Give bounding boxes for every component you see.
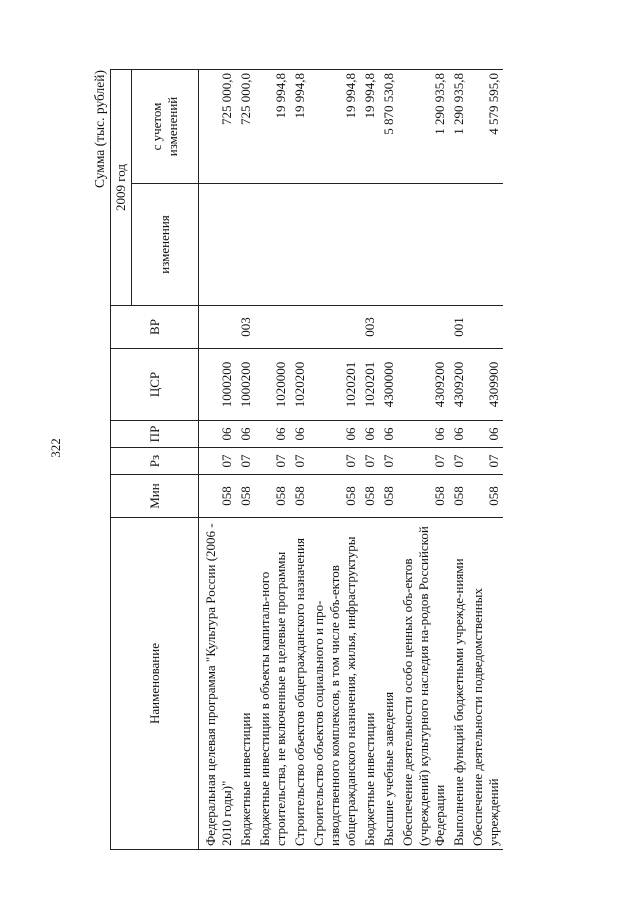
- row-csr: 4300000: [379, 349, 398, 421]
- row-total: 5 870 530,8: [379, 70, 398, 184]
- row-changes: [449, 184, 468, 306]
- row-min: 058: [360, 475, 379, 518]
- row-min: 058: [449, 475, 468, 518]
- row-rz: 07: [236, 448, 255, 475]
- row-csr: 1020000: [255, 349, 290, 421]
- row-changes: [398, 184, 449, 306]
- row-csr: 1020200: [290, 349, 309, 421]
- row-vr: [398, 306, 449, 349]
- header-year: 2009 год: [111, 70, 132, 306]
- rotated-table-area: [90, 70, 580, 850]
- budget-table: [110, 69, 503, 850]
- row-rz: 07: [290, 448, 309, 475]
- row-pr: 06: [290, 421, 309, 448]
- row-csr: 1020201: [309, 349, 360, 421]
- row-name: Высшие учебные заведения: [379, 518, 398, 850]
- row-vr: 003: [236, 306, 255, 349]
- row-total: 1 290 935,8: [398, 70, 449, 184]
- table-row: [236, 70, 255, 850]
- row-min: 058: [199, 475, 237, 518]
- table-row: [449, 70, 468, 850]
- header-with-changes: с учетом изменений: [132, 70, 199, 184]
- header-rz: Рз: [111, 448, 199, 475]
- row-name: Бюджетные инвестиции: [360, 518, 379, 850]
- row-rz: 07: [398, 448, 449, 475]
- row-changes: [360, 184, 379, 306]
- row-csr: 4309200: [398, 349, 449, 421]
- table-row: [360, 70, 379, 850]
- units-label: Сумма (тыс. рублей): [92, 70, 107, 188]
- row-vr: [290, 306, 309, 349]
- row-name: Строительство объектов общегражданского назначения: [290, 518, 309, 850]
- row-min: 058: [236, 475, 255, 518]
- row-min: 058: [468, 475, 503, 518]
- header-pr: ПР: [111, 421, 199, 448]
- row-pr: 06: [449, 421, 468, 448]
- row-total: 725 000,0: [236, 70, 255, 184]
- row-min: 058: [309, 475, 360, 518]
- row-vr: [309, 306, 360, 349]
- row-rz: 07: [449, 448, 468, 475]
- row-pr: 06: [468, 421, 503, 448]
- row-min: 058: [398, 475, 449, 518]
- row-pr: 06: [236, 421, 255, 448]
- row-name: Федеральная целевая программа "Культура России (2006 - 2010 годы)": [199, 518, 237, 850]
- row-name: Бюджетные инвестиции: [236, 518, 255, 850]
- row-name: Выполнение функций бюджетными учрежде-ниями: [449, 518, 468, 850]
- row-vr: [379, 306, 398, 349]
- row-rz: 07: [255, 448, 290, 475]
- row-changes: [199, 184, 237, 306]
- header-vr: ВР: [111, 306, 199, 349]
- row-vr: [199, 306, 237, 349]
- row-csr: 1000200: [236, 349, 255, 421]
- header-row: [111, 70, 132, 850]
- row-changes: [309, 184, 360, 306]
- row-changes: [468, 184, 503, 306]
- row-vr: 003: [360, 306, 379, 349]
- row-pr: 06: [379, 421, 398, 448]
- row-min: 058: [379, 475, 398, 518]
- row-total: 19 994,8: [255, 70, 290, 184]
- row-changes: [236, 184, 255, 306]
- table-row: [468, 70, 503, 850]
- row-csr: 1000200: [199, 349, 237, 421]
- row-rz: 07: [309, 448, 360, 475]
- row-name: Обеспечение деятельности подведомственных учреждений: [468, 518, 503, 850]
- row-rz: 07: [360, 448, 379, 475]
- row-total: 1 290 935,8: [449, 70, 468, 184]
- header-min: Мин: [111, 475, 199, 518]
- row-vr: [255, 306, 290, 349]
- row-pr: 06: [398, 421, 449, 448]
- header-csr: ЦСР: [111, 349, 199, 421]
- header-name: Наименование: [111, 518, 199, 850]
- row-total: 725 000,0: [199, 70, 237, 184]
- row-pr: 06: [360, 421, 379, 448]
- row-min: 058: [255, 475, 290, 518]
- row-changes: [290, 184, 309, 306]
- row-total: 19 994,8: [360, 70, 379, 184]
- table-row: [255, 70, 290, 850]
- table-body: [199, 70, 504, 850]
- row-csr: 4309200: [449, 349, 468, 421]
- row-total: 4 579 595,0: [468, 70, 503, 184]
- row-rz: 07: [379, 448, 398, 475]
- row-name: Бюджетные инвестиции в объекты капиталь-ного строительства, не включенные в целевые программы: [255, 518, 290, 850]
- row-rz: 07: [199, 448, 237, 475]
- row-pr: 06: [199, 421, 237, 448]
- row-min: 058: [290, 475, 309, 518]
- table-row: [379, 70, 398, 850]
- table-row: [199, 70, 237, 850]
- row-changes: [379, 184, 398, 306]
- header-changes: изменения: [132, 184, 199, 306]
- table-row: [290, 70, 309, 850]
- table-row: [398, 70, 449, 850]
- row-csr: 1020201: [360, 349, 379, 421]
- row-name: Обеспечение деятельности особо ценных объ-ектов (учреждений) культурного наследия на-родов Российской Федерации: [398, 518, 449, 850]
- table-row: [309, 70, 360, 850]
- row-total: 19 994,8: [309, 70, 360, 184]
- page-number: 322: [48, 438, 63, 458]
- row-pr: 06: [255, 421, 290, 448]
- row-csr: 4309900: [468, 349, 503, 421]
- row-pr: 06: [309, 421, 360, 448]
- row-rz: 07: [468, 448, 503, 475]
- row-total: 19 994,8: [290, 70, 309, 184]
- row-changes: [255, 184, 290, 306]
- row-vr: 001: [449, 306, 468, 349]
- row-vr: [468, 306, 503, 349]
- row-name: Строительство объектов социального и про-изводственного комплексов, в том числе объ-ектов общегражданского назначения, жилья, инфраструктуры: [309, 518, 360, 850]
